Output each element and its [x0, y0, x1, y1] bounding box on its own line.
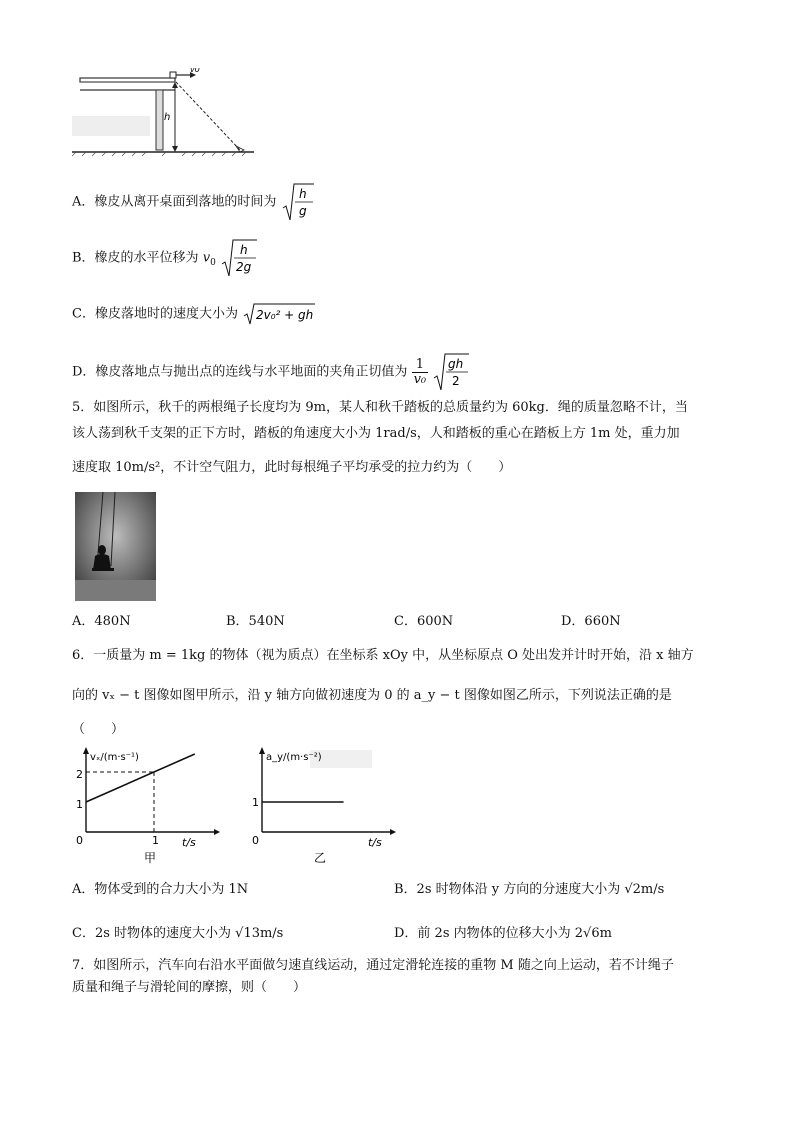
q4-figure-svg — [72, 68, 262, 160]
yi-origin: 0 — [252, 834, 259, 847]
q5-option-b: B．540N — [226, 614, 285, 629]
v0-label: v0 — [190, 68, 200, 74]
graph-yi-svg — [250, 744, 400, 864]
q4-a-sqrt-svg — [281, 182, 315, 222]
q5-option-d: D．660N — [561, 614, 621, 629]
q4-d-num2: gh — [448, 357, 464, 371]
graph-jia-svg — [74, 744, 224, 864]
q4-option-d — [72, 352, 470, 392]
q7-line-2: 质量和绳子与滑轮间的摩擦，则（ ） — [72, 980, 307, 995]
q4-c-expr: 2v₀² + gh — [256, 308, 314, 322]
yi-tick-y-1: 1 — [252, 796, 259, 809]
jia-tick-x-1: 1 — [152, 834, 159, 847]
q4-b-sub: 0 — [210, 258, 216, 269]
q6-option-d: D．前 2s 内物体的位移大小为 2√6m — [394, 926, 612, 941]
q4-option-a-text: A．橡皮从离开桌面到落地的时间为 — [72, 194, 277, 210]
q4-option-d-text: D．橡皮落地点与抛出点的连线与水平地面的夹角正切值为 — [72, 364, 408, 380]
q5-option-a: A．480N — [72, 614, 131, 629]
jia-xlabel: t/s — [182, 836, 196, 849]
jia-tick-y-1: 1 — [76, 798, 83, 811]
q4-b-v: v — [202, 250, 211, 266]
graph-yi — [250, 744, 400, 864]
q4-option-a — [72, 182, 315, 222]
q5-option-c: C．600N — [394, 614, 454, 629]
q4-d-sqrt-svg — [432, 352, 470, 392]
q5-line-1: 5．如图所示，秋千的两根绳子长度均为 9m，某人和秋千踏板的总质量约为 60kg．绳的质量忽略不计，当 — [72, 400, 688, 415]
jia-origin: 0 — [76, 834, 83, 847]
q4-option-c-text: C．橡皮落地时的速度大小为 — [72, 306, 238, 322]
q4-option-c — [72, 302, 316, 326]
q4-option-b-text: B．橡皮的水平位移为 — [72, 250, 199, 266]
q6-option-a: A．物体受到的合力大小为 1N — [72, 882, 249, 897]
swing-photo — [75, 492, 156, 601]
jia-caption: 甲 — [144, 851, 157, 864]
q6-line-2: 向的 vₓ − t 图像如图甲所示，沿 y 轴方向做初速度为 0 的 a_y − t 图像如图乙所示，下列说法正确的是 — [72, 688, 672, 703]
sqrt-sign — [281, 182, 315, 222]
q6-option-c: C．2s 时物体的速度大小为 √13m/s — [72, 926, 284, 941]
graph-jia — [74, 744, 224, 864]
jia-tick-y-2: 2 — [76, 768, 83, 781]
q4-b-num: h — [239, 243, 248, 257]
yi-ylabel: a_y/(m·s⁻²) — [266, 752, 322, 763]
q4-figure — [72, 68, 262, 160]
q4-a-den: g — [298, 204, 307, 218]
q5-line-3: 速度取 10m/s²，不计空气阻力，此时每根绳子平均承受的拉力约为（ ） — [72, 460, 512, 475]
q6-line-1: 6．一质量为 m = 1kg 的物体（视为质点）在坐标系 xOy 中，从坐标原点 O 处出发并计时开始，沿 x 轴方 — [72, 648, 694, 663]
q4-a-num: h — [298, 187, 307, 201]
q4-d-den1: v₀ — [413, 371, 427, 387]
q4-b-den: 2g — [235, 260, 252, 274]
q4-c-sqrt-svg — [242, 302, 316, 326]
q4-b-sqrt-svg — [220, 238, 258, 278]
yi-xlabel: t/s — [368, 836, 382, 849]
q4-d-den2: 2 — [452, 374, 460, 388]
swing-photo-svg — [75, 492, 156, 601]
q4-d-num1: 1 — [412, 358, 429, 373]
q4-option-b — [72, 238, 258, 278]
q5-line-2: 该人荡到秋千支架的正下方时，踏板的角速度大小为 1rad/s，人和踏板的重心在踏板上方 1m 处，重力加 — [72, 426, 680, 441]
q4-d-frac — [412, 358, 429, 387]
q6-option-b: B．2s 时物体沿 y 方向的分速度大小为 √2m/s — [394, 882, 665, 897]
h-label: h — [164, 112, 171, 123]
q6-line-3: （ ） — [72, 722, 125, 737]
q7-line-1: 7．如图所示，汽车向右沿水平面做匀速直线运动，通过定滑轮连接的重物 M 随之向上运动，若不计绳子 — [72, 958, 674, 973]
yi-caption: 乙 — [314, 851, 327, 864]
jia-ylabel: vₓ/(m·s⁻¹) — [90, 752, 139, 763]
